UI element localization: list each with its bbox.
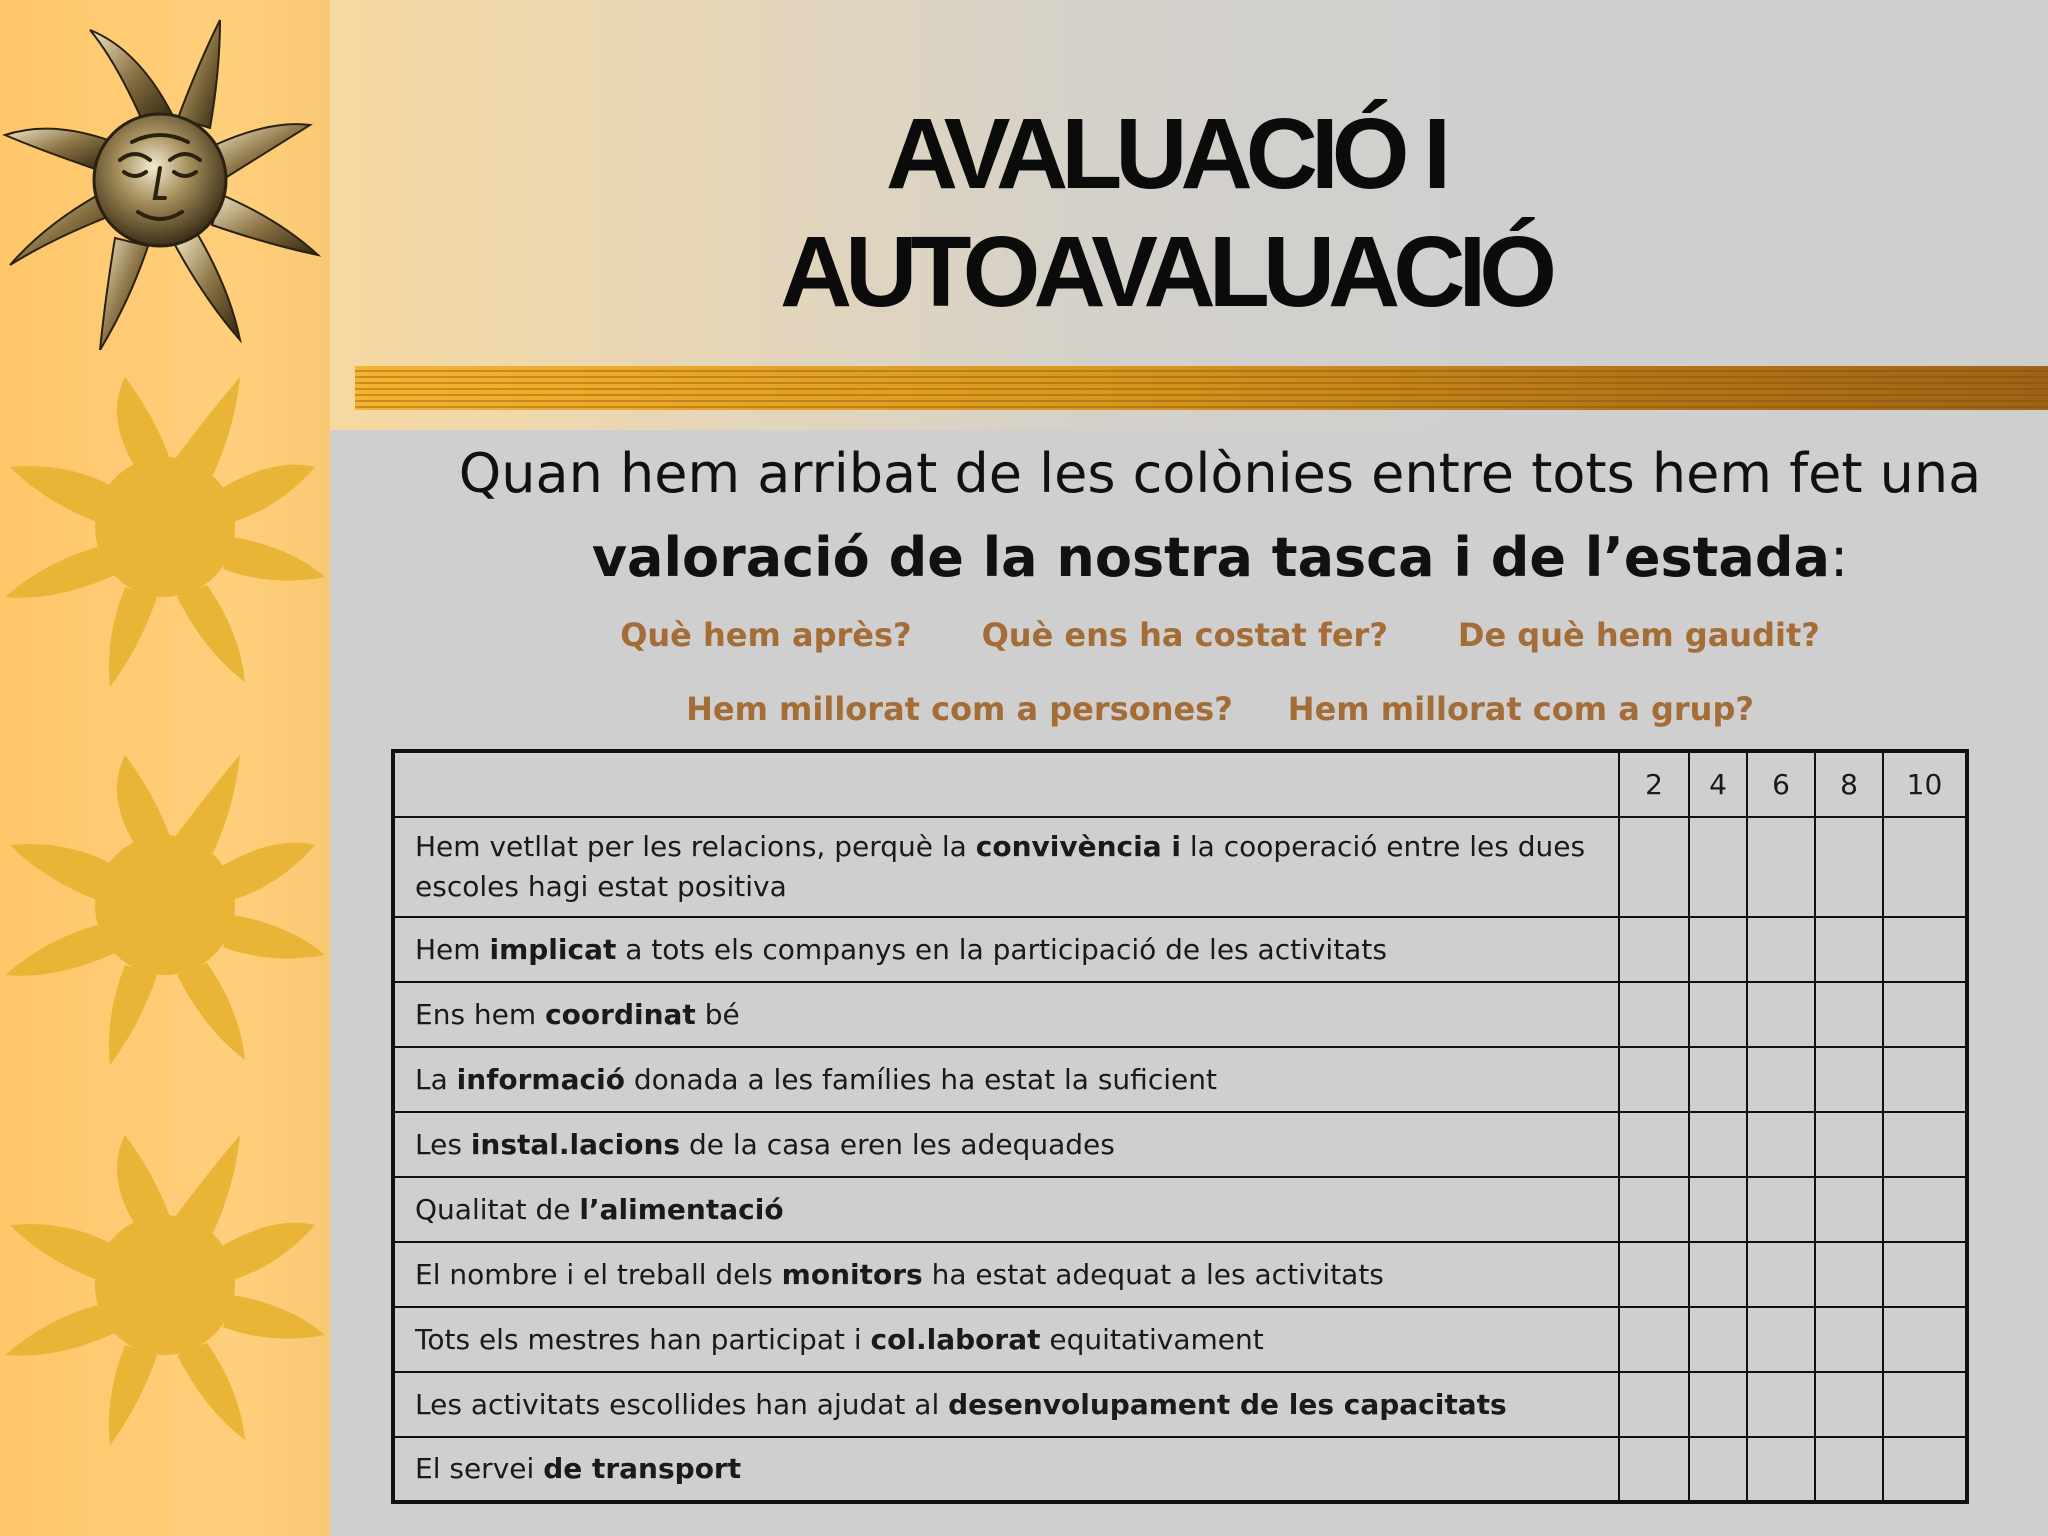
criterion-cell bbox=[393, 1242, 1619, 1307]
score-cell[interactable] bbox=[1747, 1047, 1815, 1112]
table-header-row bbox=[393, 751, 1967, 817]
sun-icon bbox=[0, 740, 330, 1070]
score-cell[interactable] bbox=[1689, 982, 1747, 1047]
title-line-2: AUTOAVALUACIÓ bbox=[779, 216, 1551, 328]
score-cell[interactable] bbox=[1815, 1112, 1883, 1177]
score-cell[interactable] bbox=[1619, 1177, 1689, 1242]
score-cell[interactable] bbox=[1689, 1372, 1747, 1437]
criterion-text: ha estat adequat a les activitats bbox=[922, 1257, 1384, 1291]
table-row bbox=[393, 817, 1967, 917]
score-cell[interactable] bbox=[1747, 817, 1815, 917]
table-row bbox=[393, 1372, 1967, 1437]
score-cell[interactable] bbox=[1689, 1307, 1747, 1372]
sun-icon bbox=[0, 1120, 330, 1450]
criterion-cell bbox=[393, 982, 1619, 1047]
title-line-1: AVALUACIÓ I bbox=[885, 98, 1445, 210]
table-body bbox=[393, 817, 1967, 1502]
score-cell[interactable] bbox=[1883, 982, 1967, 1047]
sun-face-icon bbox=[0, 10, 330, 350]
decorative-sidebar bbox=[0, 0, 330, 1536]
score-cell[interactable] bbox=[1815, 1307, 1883, 1372]
table-row bbox=[393, 1437, 1967, 1502]
table-row bbox=[393, 1307, 1967, 1372]
table-row bbox=[393, 1112, 1967, 1177]
criterion-text: de la casa eren les adequades bbox=[680, 1127, 1115, 1161]
intro-line-2 bbox=[400, 516, 2040, 600]
criterion-text: Ens hem bbox=[415, 997, 546, 1031]
score-header: 8 bbox=[1815, 751, 1883, 817]
score-header: 6 bbox=[1747, 751, 1815, 817]
score-cell[interactable] bbox=[1747, 1307, 1815, 1372]
score-header: 10 bbox=[1883, 751, 1967, 817]
evaluation-table bbox=[391, 749, 1969, 1504]
score-cell[interactable] bbox=[1883, 1047, 1967, 1112]
table-row bbox=[393, 1177, 1967, 1242]
header-blank-cell bbox=[393, 751, 1619, 817]
criterion-cell bbox=[393, 1112, 1619, 1177]
table-row bbox=[393, 917, 1967, 982]
question: Hem millorat com a grup? bbox=[1287, 690, 1754, 728]
score-cell[interactable] bbox=[1619, 1307, 1689, 1372]
criterion-text: Les activitats escollides han ajudat al bbox=[415, 1387, 949, 1421]
criterion-bold-text: de transport bbox=[543, 1452, 742, 1485]
criterion-cell bbox=[393, 1372, 1619, 1437]
score-cell[interactable] bbox=[1815, 1047, 1883, 1112]
score-cell[interactable] bbox=[1689, 1177, 1747, 1242]
intro-suffix: : bbox=[1829, 526, 1849, 589]
score-cell[interactable] bbox=[1883, 1437, 1967, 1502]
criterion-bold-text: convivència i bbox=[975, 830, 1181, 863]
score-cell[interactable] bbox=[1883, 1242, 1967, 1307]
table-row bbox=[393, 1242, 1967, 1307]
criterion-bold-text: desenvolupament de les capacitats bbox=[948, 1387, 1507, 1421]
criterion-text: El servei bbox=[415, 1452, 544, 1485]
score-cell[interactable] bbox=[1689, 917, 1747, 982]
page-title bbox=[600, 95, 1730, 331]
intro-bold: valoració de la nostra tasca i de l’estada bbox=[591, 526, 1830, 589]
sun-icon bbox=[0, 362, 330, 692]
criterion-text: a tots els companys en la participació de les activitats bbox=[616, 932, 1387, 966]
criterion-cell bbox=[393, 1177, 1619, 1242]
score-cell[interactable] bbox=[1689, 1242, 1747, 1307]
score-cell[interactable] bbox=[1619, 982, 1689, 1047]
criterion-text: donada a les famílies ha estat la suficient bbox=[624, 1062, 1217, 1096]
question-row-2 bbox=[400, 690, 2040, 728]
criterion-bold-text: instal.lacions bbox=[470, 1127, 681, 1161]
score-header: 2 bbox=[1619, 751, 1689, 817]
criterion-text: Qualitat de bbox=[415, 1192, 580, 1226]
score-cell[interactable] bbox=[1619, 1437, 1689, 1502]
score-cell[interactable] bbox=[1619, 1112, 1689, 1177]
score-cell[interactable] bbox=[1747, 917, 1815, 982]
score-cell[interactable] bbox=[1747, 1437, 1815, 1502]
question: Què hem après? bbox=[620, 616, 912, 654]
criterion-cell bbox=[393, 1047, 1619, 1112]
score-cell[interactable] bbox=[1883, 1177, 1967, 1242]
score-cell[interactable] bbox=[1747, 982, 1815, 1047]
criterion-text: Hem bbox=[415, 932, 490, 966]
intro-line-1: Quan hem arribat de les colònies entre tots hem fet una bbox=[458, 442, 1982, 505]
criterion-text: Les bbox=[415, 1127, 471, 1161]
score-cell[interactable] bbox=[1815, 1437, 1883, 1502]
score-cell[interactable] bbox=[1689, 1437, 1747, 1502]
score-cell[interactable] bbox=[1815, 982, 1883, 1047]
score-cell[interactable] bbox=[1619, 1242, 1689, 1307]
score-cell[interactable] bbox=[1883, 917, 1967, 982]
score-cell[interactable] bbox=[1689, 817, 1747, 917]
criterion-bold-text: implicat bbox=[489, 932, 617, 966]
question-row-1 bbox=[400, 616, 2040, 654]
intro-text bbox=[400, 432, 2040, 600]
table-row bbox=[393, 982, 1967, 1047]
criterion-bold-text: monitors bbox=[781, 1257, 923, 1291]
score-header: 4 bbox=[1689, 751, 1747, 817]
criterion-cell bbox=[393, 1437, 1619, 1502]
criterion-text: Tots els mestres han participat i bbox=[415, 1322, 871, 1356]
criterion-bold-text: l’alimentació bbox=[579, 1192, 784, 1226]
score-cell[interactable] bbox=[1747, 1177, 1815, 1242]
score-cell[interactable] bbox=[1815, 917, 1883, 982]
criterion-bold-text: coordinat bbox=[545, 997, 696, 1031]
score-cell[interactable] bbox=[1689, 1047, 1747, 1112]
criterion-text: la cooperació entre les dues escoles hagi estat positiva bbox=[415, 830, 1586, 903]
score-cell[interactable] bbox=[1747, 1372, 1815, 1437]
score-cell[interactable] bbox=[1619, 917, 1689, 982]
score-cell[interactable] bbox=[1747, 1242, 1815, 1307]
criterion-text: bé bbox=[695, 997, 740, 1031]
criterion-cell bbox=[393, 1307, 1619, 1372]
question: De què hem gaudit? bbox=[1457, 616, 1820, 654]
score-cell[interactable] bbox=[1619, 1372, 1689, 1437]
score-cell[interactable] bbox=[1815, 1372, 1883, 1437]
score-cell[interactable] bbox=[1883, 1307, 1967, 1372]
criterion-bold-text: informació bbox=[456, 1062, 625, 1096]
criterion-text: Hem vetllat per les relacions, perquè la bbox=[415, 830, 976, 863]
score-cell[interactable] bbox=[1747, 1112, 1815, 1177]
score-cell[interactable] bbox=[1815, 1242, 1883, 1307]
question: Què ens ha costat fer? bbox=[981, 616, 1388, 654]
score-cell[interactable] bbox=[1883, 1112, 1967, 1177]
score-cell[interactable] bbox=[1619, 1047, 1689, 1112]
criterion-text: El nombre i el treball dels bbox=[415, 1257, 782, 1291]
criterion-bold-text: col.laborat bbox=[870, 1322, 1041, 1356]
title-divider-bar bbox=[355, 366, 2048, 410]
criterion-cell bbox=[393, 917, 1619, 982]
score-cell[interactable] bbox=[1815, 817, 1883, 917]
score-cell[interactable] bbox=[1689, 1112, 1747, 1177]
criterion-text: equitativament bbox=[1040, 1322, 1264, 1356]
criterion-text: La bbox=[415, 1062, 457, 1096]
score-cell[interactable] bbox=[1815, 1177, 1883, 1242]
score-cell[interactable] bbox=[1619, 817, 1689, 917]
score-cell[interactable] bbox=[1883, 1372, 1967, 1437]
table-row bbox=[393, 1047, 1967, 1112]
question: Hem millorat com a persones? bbox=[686, 690, 1233, 728]
score-cell[interactable] bbox=[1883, 817, 1967, 917]
criterion-cell bbox=[393, 817, 1619, 917]
